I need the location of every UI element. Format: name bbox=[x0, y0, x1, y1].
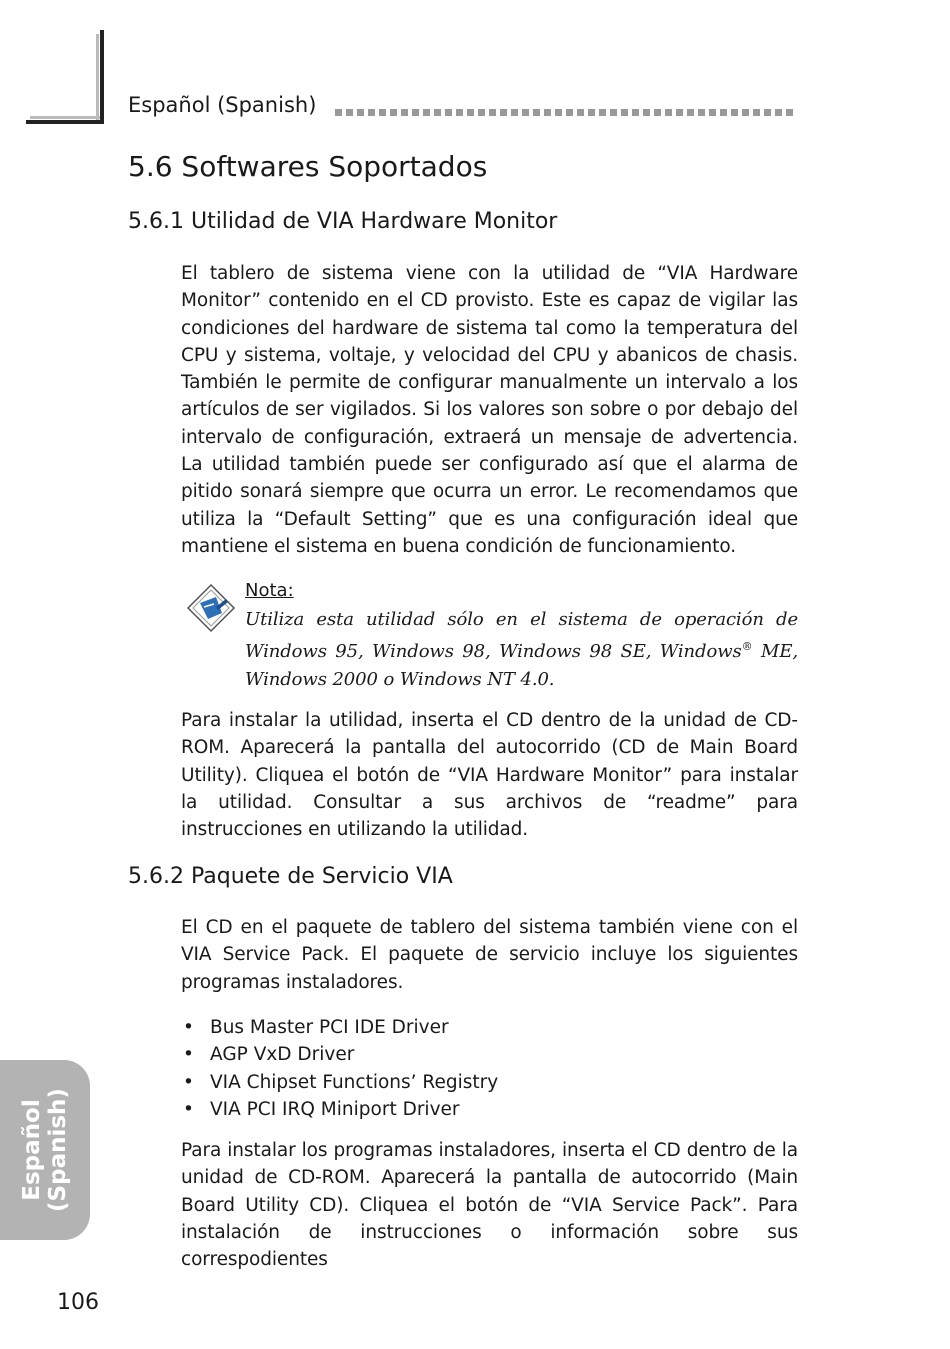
corner-mark-shadow bbox=[30, 116, 100, 119]
header-dot bbox=[698, 109, 705, 116]
header-dot bbox=[610, 109, 617, 116]
header-dot bbox=[786, 109, 793, 116]
header-dot bbox=[368, 109, 375, 116]
header-dot bbox=[632, 109, 639, 116]
list-item: • Bus Master PCI IDE Driver bbox=[181, 1014, 498, 1041]
corner-mark bbox=[100, 30, 104, 122]
header-dot bbox=[522, 109, 529, 116]
header-dot bbox=[709, 109, 716, 116]
page-number: 106 bbox=[57, 1290, 99, 1315]
bullet-list bbox=[181, 1014, 498, 1123]
header-dot bbox=[500, 109, 507, 116]
header-dot bbox=[335, 109, 342, 116]
header-dot bbox=[764, 109, 771, 116]
header-dot bbox=[456, 109, 463, 116]
corner-mark bbox=[26, 120, 104, 124]
header-dot bbox=[467, 109, 474, 116]
header-dot bbox=[544, 109, 551, 116]
header-dot bbox=[676, 109, 683, 116]
header-dot bbox=[621, 109, 628, 116]
header-dot bbox=[588, 109, 595, 116]
bullet-icon: • bbox=[183, 1071, 194, 1093]
header-dot bbox=[566, 109, 573, 116]
header-dot bbox=[346, 109, 353, 116]
header-dot bbox=[654, 109, 661, 116]
bullet-icon: • bbox=[183, 1044, 194, 1066]
header-dot bbox=[687, 109, 694, 116]
header-dot bbox=[401, 109, 408, 116]
header-dot bbox=[533, 109, 540, 116]
header-dot bbox=[720, 109, 727, 116]
body-paragraph: El tablero de sistema viene con la utilidad de “VIA Hardware Monitor” contenido en el CD provisto. Este es capaz de vigilar las condiciones del hardware de sistema tal como la temperatura del CPU y sistema, voltaje, y velocidad del CPU y abanicos de chasis. También le permite de configurar manualmente un intervalo a los artículos de ser vigilados. Si los valores son sobre o por debajo del intervalo de configuración, extraerá un mensaje de advertencia. La utilidad también puede ser configurado así que el alarma de pitido sonará siempre que ocurra un error. Le recomendamos que utiliza la “Default Setting” que es una configuración ideal que mantiene el sistema en buena condición de funcionamiento. bbox=[181, 263, 798, 557]
side-tab-label: Español (Spanish) bbox=[19, 1088, 71, 1212]
bullet-icon: • bbox=[183, 1017, 194, 1038]
header-dot bbox=[412, 109, 419, 116]
list-item: • VIA Chipset Functions’ Registry bbox=[181, 1069, 498, 1096]
header-dot bbox=[643, 109, 650, 116]
header-dot bbox=[434, 109, 441, 116]
section-heading: 5.6 Softwares Soportados bbox=[128, 150, 488, 183]
header-dot bbox=[731, 109, 738, 116]
body-paragraph: Para instalar la utilidad, inserta el CD dentro de la unidad de CD-ROM. Aparecerá la pantalla del autocorrido (CD de Main Board Utility). Cliquea el botón de “VIA Hardware Monitor” para instalar la utilidad. Consultar a sus archivos de “readme” para instrucciones en utilizando la utilidad. bbox=[181, 710, 798, 841]
note-text: Utiliza esta utilidad sólo en el sistema de operación de Windows 95, Windows 98, Windows 98 SE, Windows® ME, Windows 2000 o Windows NT 4.0. bbox=[245, 609, 798, 690]
corner-mark-shadow bbox=[96, 34, 99, 122]
header-dot bbox=[599, 109, 606, 116]
header-dot bbox=[489, 109, 496, 116]
body-paragraph: Para instalar los programas instaladores, inserta el CD dentro de la unidad de CD-ROM. Aparecerá la pantalla de autocorrido (Main Board Utility CD). Cliquea el botón de “VIA Service Pack”. Para instalación de instrucciones o información sobre sus correspodientes bbox=[181, 1140, 798, 1271]
body-paragraph: El CD en el paquete de tablero del sistema también viene con el VIA Service Pack. El paquete de servicio incluye los siguientes programas instaladores. bbox=[181, 917, 798, 993]
header-dot bbox=[379, 109, 386, 116]
subsection-heading: 5.6.2 Paquete de Servicio VIA bbox=[128, 864, 453, 889]
header-dot bbox=[753, 109, 760, 116]
subsection-heading: 5.6.1 Utilidad de VIA Hardware Monitor bbox=[128, 209, 558, 234]
header-dotted-rule bbox=[335, 109, 801, 118]
header-dot bbox=[511, 109, 518, 116]
header-dot bbox=[390, 109, 397, 116]
header-dot bbox=[577, 109, 584, 116]
header-dot bbox=[742, 109, 749, 116]
note-label: Nota: bbox=[245, 580, 294, 601]
header-dot bbox=[665, 109, 672, 116]
bullet-icon: • bbox=[183, 1098, 194, 1120]
list-item: • AGP VxD Driver bbox=[181, 1041, 498, 1068]
language-side-tab bbox=[0, 1060, 90, 1240]
header-dot bbox=[423, 109, 430, 116]
note-icon bbox=[186, 583, 236, 633]
header-dot bbox=[555, 109, 562, 116]
running-header: Español (Spanish) bbox=[128, 93, 317, 117]
header-dot bbox=[445, 109, 452, 116]
header-dot bbox=[357, 109, 364, 116]
list-item: • VIA PCI IRQ Miniport Driver bbox=[181, 1096, 498, 1123]
header-dot bbox=[775, 109, 782, 116]
header-dot bbox=[478, 109, 485, 116]
registered-mark: ® bbox=[741, 640, 753, 654]
